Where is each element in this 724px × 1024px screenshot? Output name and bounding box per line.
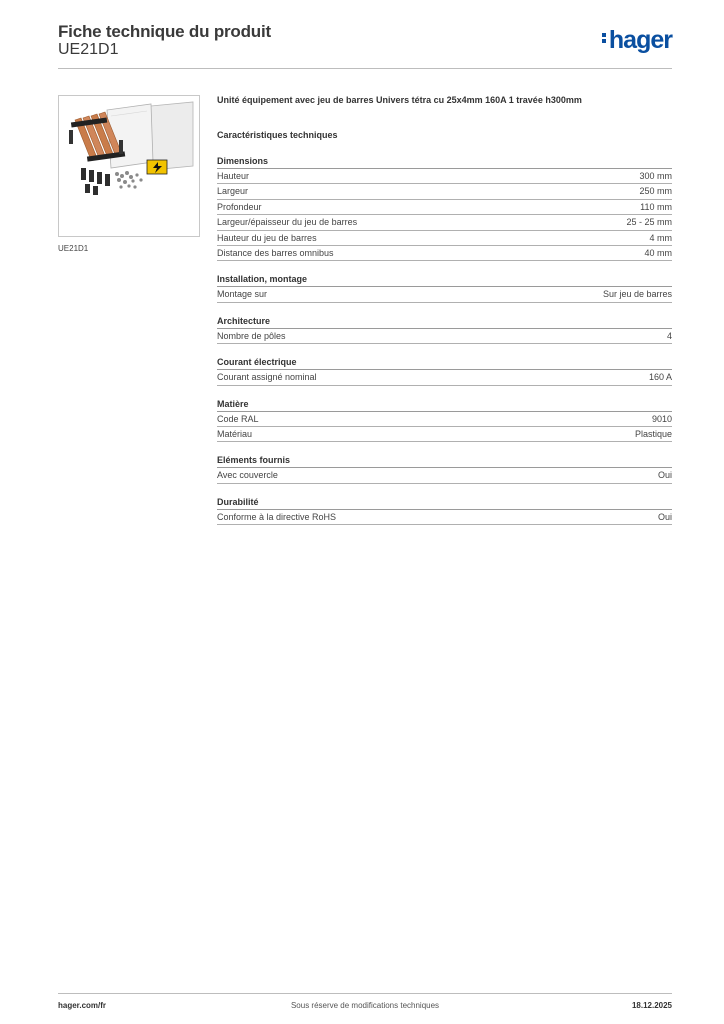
- spec-value: 25 - 25 mm: [626, 217, 672, 228]
- spec-row: [217, 412, 672, 427]
- product-name: Unité équipement avec jeu de barres Univers tétra cu 25x4mm 160A 1 travée h300mm: [217, 95, 582, 105]
- product-illustration: [59, 96, 199, 236]
- spec-value: Oui: [657, 511, 672, 522]
- spec-label: Conforme à la directive RoHS: [217, 511, 337, 522]
- spec-heading: Caractéristiques techniques: [217, 130, 338, 140]
- section-supplied-items: [217, 453, 672, 483]
- spec-value: 300 mm: [639, 171, 672, 181]
- spec-value: Oui: [657, 470, 672, 481]
- spec-row: [217, 468, 672, 483]
- section-architecture: [217, 314, 672, 344]
- section-title: Architecture: [217, 314, 672, 329]
- spec-value: 40 mm: [644, 247, 672, 258]
- footer-date: 18.12.2025: [631, 1001, 672, 1010]
- spec-value: 110 mm: [640, 201, 672, 212]
- spec-label: Hauteur: [217, 171, 250, 181]
- section-electrical-current: [217, 355, 672, 385]
- spec-value: Sur jeu de barres: [602, 289, 672, 300]
- spec-row: [217, 231, 672, 246]
- spec-value: 160 A: [648, 372, 672, 383]
- spec-label: Profondeur: [217, 201, 262, 212]
- spec-row: [217, 287, 672, 302]
- footer-website-link[interactable]: hager.com/fr: [58, 1001, 107, 1010]
- section-title: Durabilité: [217, 495, 672, 510]
- spec-label: Hauteur du jeu de barres: [217, 232, 317, 243]
- spec-label: Largeur: [217, 186, 249, 197]
- spec-row: [217, 215, 672, 230]
- spec-label: Courant assigné nominal: [217, 372, 317, 383]
- spec-row: [217, 427, 672, 442]
- footer-notice: Sous réserve de modifications techniques: [290, 1001, 440, 1010]
- spec-row: [217, 200, 672, 215]
- logo-colon-mark: [602, 31, 607, 45]
- section-title: Eléments fournis: [217, 453, 672, 468]
- spec-row: [217, 370, 672, 385]
- hager-logo: [602, 26, 672, 55]
- logo-text: hager: [608, 26, 672, 54]
- spec-row: [217, 184, 672, 199]
- spec-row: [217, 510, 672, 525]
- section-dimensions: [217, 154, 672, 261]
- spec-label: Code RAL: [217, 413, 259, 424]
- spec-label: Largeur/épaisseur du jeu de barres: [217, 217, 358, 228]
- spec-label: Distance des barres omnibus: [217, 247, 334, 258]
- section-title: Dimensions: [217, 154, 672, 169]
- section-material: [217, 397, 672, 443]
- spec-row: [217, 246, 672, 261]
- photo-caption: UE21D1: [58, 244, 89, 253]
- spec-row: [217, 329, 672, 344]
- spec-label: Nombre de pôles: [217, 330, 286, 341]
- product-photo: [58, 95, 200, 237]
- specifications-panel: [217, 93, 672, 525]
- spec-value: Plastique: [634, 428, 672, 439]
- page-footer: [58, 993, 672, 1014]
- spec-label: Matériau: [217, 428, 253, 439]
- document-title: Fiche technique du produit: [58, 22, 271, 41]
- spec-value: 4: [666, 330, 672, 341]
- section-title: Matière: [217, 397, 672, 412]
- section-title: Installation, montage: [217, 272, 672, 287]
- spec-value: 9010: [651, 413, 672, 424]
- section-installation: [217, 272, 672, 302]
- spec-row: [217, 169, 672, 184]
- spec-label: Montage sur: [217, 289, 268, 300]
- spec-value: 250 mm: [639, 186, 672, 197]
- product-reference: UE21D1: [58, 41, 119, 58]
- spec-value: 4 mm: [649, 232, 672, 243]
- page-header: [58, 20, 672, 69]
- section-durability: [217, 495, 672, 525]
- spec-label: Avec couvercle: [217, 470, 278, 481]
- section-title: Courant électrique: [217, 355, 672, 370]
